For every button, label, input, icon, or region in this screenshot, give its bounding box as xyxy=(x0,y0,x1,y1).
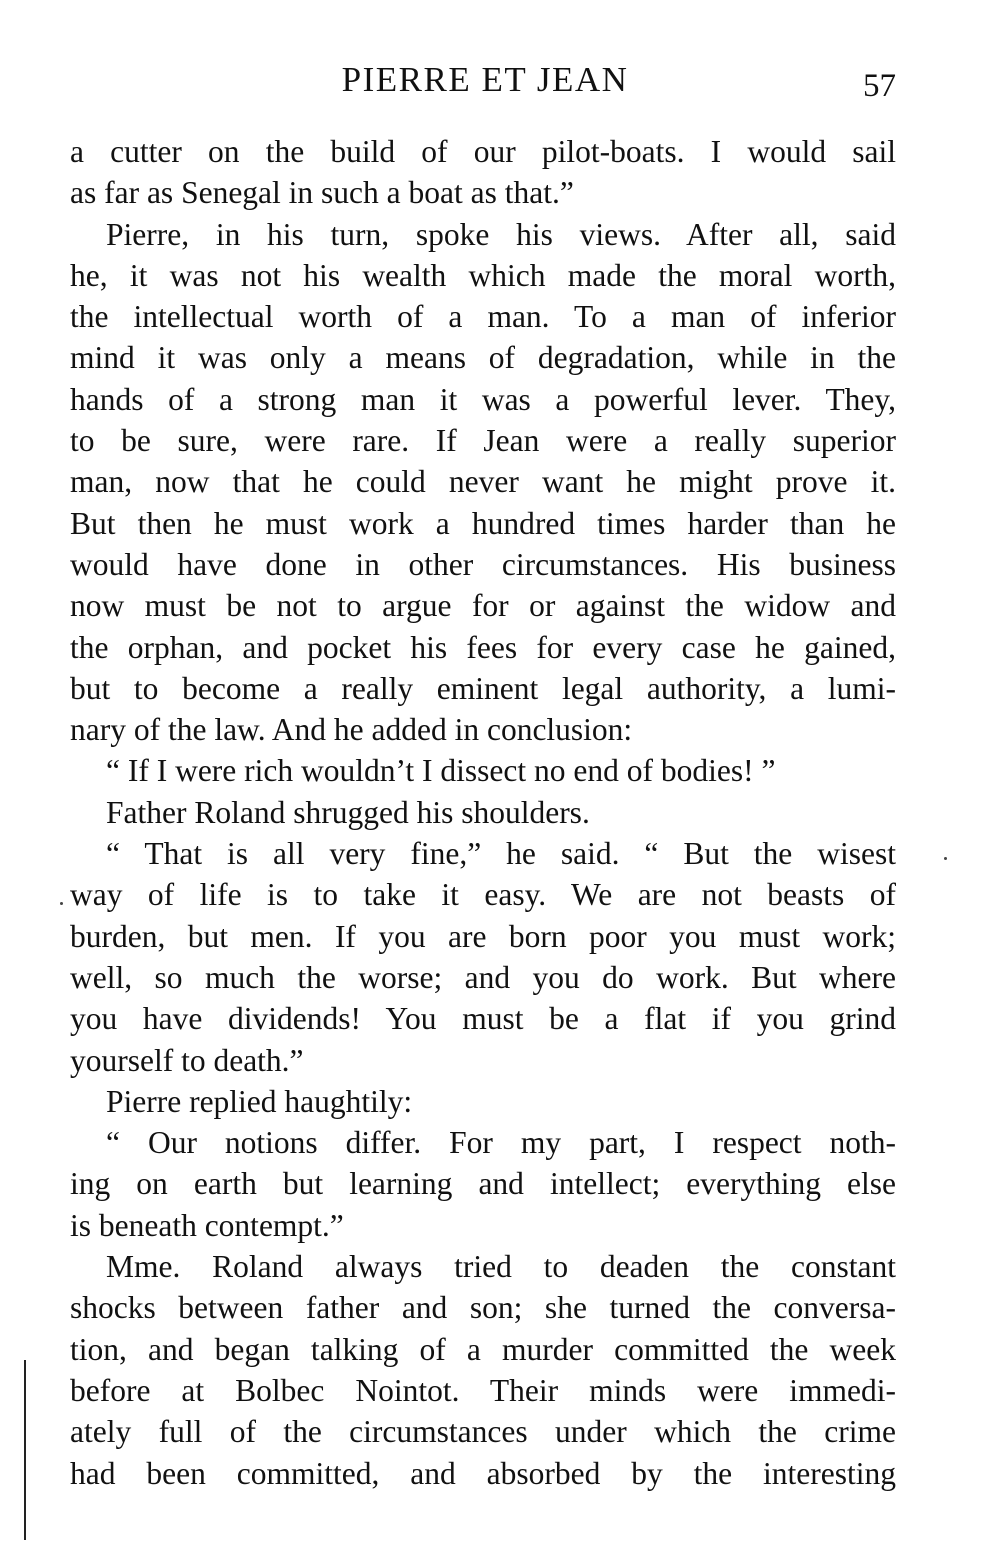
page-header xyxy=(70,58,900,106)
text-line: Father Roland shrugged his shoulders. xyxy=(106,794,590,830)
text-line: Mme. Roland always tried to deaden the constant xyxy=(106,1249,896,1285)
text-line: you have dividends! You must be a flat if you grind xyxy=(70,1001,896,1037)
text-line: yourself to death.” xyxy=(70,1042,304,1078)
text-line: But then he must work a hundred times harder than he xyxy=(70,505,896,541)
text-line: ately full of the circumstances under which the crime xyxy=(70,1414,896,1450)
text-line: shocks between father and son; she turned the conversa- xyxy=(70,1290,896,1326)
text-line: a cutter on the build of our pilot-boats. I would sail xyxy=(70,134,896,169)
text-line: well, so much the worse; and you do work. But where xyxy=(70,959,896,995)
body-text xyxy=(70,131,896,1494)
running-title: PIERRE ET JEAN xyxy=(341,60,629,99)
text-line: man, now that he could never want he might prove it. xyxy=(70,464,896,500)
text-line: hands of a strong man it was a powerful lever. They, xyxy=(70,381,896,417)
text-line: burden, but men. If you are born poor you must work; xyxy=(70,918,896,954)
text-line: had been committed, and absorbed by the interesting xyxy=(70,1455,896,1491)
page-number: 57 xyxy=(863,68,896,104)
text-line: Pierre, in his turn, spoke his views. After all, said xyxy=(106,216,896,252)
text-line: “ Our notions differ. For my part, I respect noth- xyxy=(106,1125,896,1161)
text-line: but to become a really eminent legal authority, a lumi- xyxy=(70,670,896,706)
text-line: as far as Senegal in such a boat as that.” xyxy=(70,175,574,211)
text-line: tion, and began talking of a murder committed the week xyxy=(70,1331,896,1367)
text-line: the intellectual worth of a man. To a man of inferior xyxy=(70,299,896,335)
text-line: is beneath contempt.” xyxy=(70,1207,344,1243)
text-line: he, it was not his wealth which made the moral worth, xyxy=(70,257,896,293)
text-line: before at Bolbec Nointot. Their minds were immedi- xyxy=(70,1372,896,1408)
text-line: ing on earth but learning and intellect; everything else xyxy=(70,1166,896,1202)
scan-margin-line xyxy=(24,1360,26,1540)
text-line: way of life is to take it easy. We are not beasts of xyxy=(70,877,896,913)
text-line: “ That is all very fine,” he said. “ But the wisest xyxy=(106,836,896,872)
text-line: would have done in other circumstances. His business xyxy=(70,546,896,582)
text-line: the orphan, and pocket his fees for every case he gained, xyxy=(70,629,896,665)
text-line: to be sure, were rare. If Jean were a really superior xyxy=(70,423,896,459)
scan-speck xyxy=(60,902,63,905)
text-line: nary of the law. And he added in conclusion: xyxy=(70,712,633,748)
text-line: Pierre replied haughtily: xyxy=(106,1083,413,1119)
text-line: now must be not to argue for or against the widow and xyxy=(70,588,896,624)
text-line: “ If I were rich wouldn’t I dissect no end of bodies! ” xyxy=(106,753,776,789)
text-line: mind it was only a means of degradation, while in the xyxy=(70,340,896,376)
scan-speck xyxy=(944,857,947,860)
